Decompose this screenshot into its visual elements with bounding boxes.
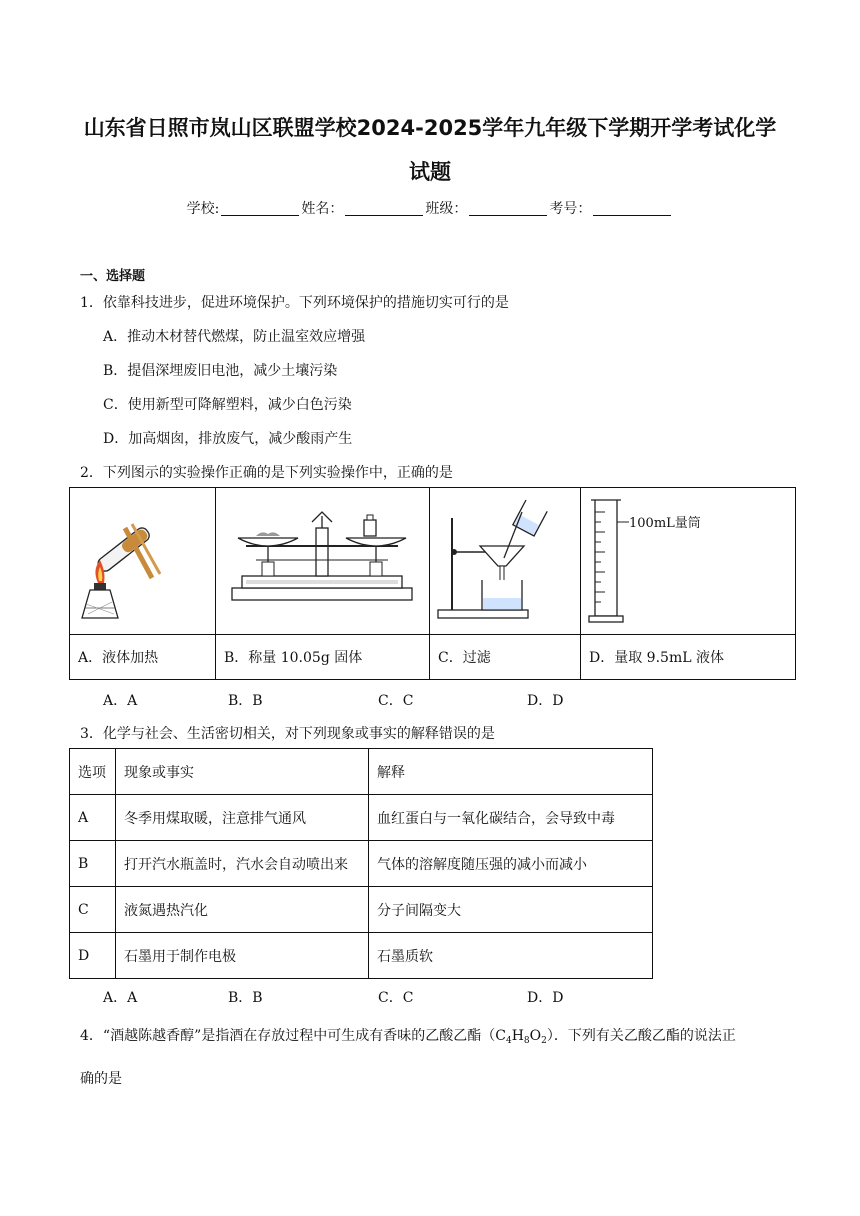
q2-figure-b — [216, 488, 430, 635]
q3-stem: 3．化学与社会、生活密切相关，对下列现象或事实的解释错误的是 — [80, 726, 495, 742]
q2-stem: 2．下列图示的实验操作正确的是下列实验操作中，正确的是 — [80, 465, 453, 481]
formula-c-sub: 4 — [505, 1036, 512, 1046]
q2-choice-a: A．A — [103, 693, 138, 709]
q2-choice-c: C．C — [378, 693, 414, 709]
q4-stem-part1: 4．“酒越陈越香醇”是指酒在存放过程中可生成有香味的乙酸乙酯（ — [80, 1028, 496, 1044]
student-info-line — [0, 198, 860, 218]
table-header-option: 选项 — [70, 749, 116, 795]
table-header-row — [70, 749, 653, 795]
number-label: 考号： — [549, 201, 592, 217]
row-c-phenomenon: 液氮遇热汽化 — [116, 887, 369, 933]
q3-choice-b: B．B — [228, 990, 263, 1006]
table-row — [70, 887, 653, 933]
q4-stem-line2: 确的是 — [80, 1071, 122, 1087]
q4-stem — [80, 1025, 736, 1046]
q2-choice-b: B．B — [228, 693, 263, 709]
q2-choice-d: D．D — [527, 693, 564, 709]
exam-title-line2: 试题 — [409, 160, 451, 184]
row-b-phenomenon: 打开汽水瓶盖时，汽水会自动喷出来 — [116, 841, 369, 887]
graduated-cylinder-illustration — [581, 488, 795, 634]
row-b-explanation: 气体的溶解度随压强的减小而减小 — [369, 841, 653, 887]
row-b-option: B — [70, 841, 116, 887]
q4-formula — [495, 1028, 547, 1044]
q1-option-c: C．使用新型可降解塑料，减少白色污染 — [103, 397, 352, 413]
q2-figure-d — [581, 488, 796, 635]
number-blank[interactable] — [593, 201, 671, 216]
q3-choice-c: C．C — [378, 990, 414, 1006]
q2-cell-b: B．称量 10.05g 固体 — [216, 635, 430, 680]
table-row — [70, 795, 653, 841]
row-c-explanation: 分子间隔变大 — [369, 887, 653, 933]
q1-stem: 1．依靠科技进步，促进环境保护。下列环境保护的措施切实可行的是 — [80, 295, 509, 311]
formula-h-sub: 8 — [523, 1036, 530, 1046]
row-a-explanation: 血红蛋白与一氧化碳结合，会导致中毒 — [369, 795, 653, 841]
section-title: 一、选择题 — [80, 269, 146, 284]
class-blank[interactable] — [469, 201, 547, 216]
cylinder-label: 100mL量筒 — [629, 516, 701, 531]
school-blank[interactable] — [221, 201, 299, 216]
filtration-illustration — [430, 488, 580, 634]
row-c-option: C — [70, 887, 116, 933]
q3-choice-d: D．D — [527, 990, 564, 1006]
table-header-phenomenon: 现象或事实 — [116, 749, 369, 795]
q2-cell-a: A．液体加热 — [70, 635, 216, 680]
row-d-phenomenon: 石墨用于制作电极 — [116, 933, 369, 979]
school-label: 学校: — [186, 201, 220, 217]
table-row — [70, 933, 653, 979]
row-a-option: A — [70, 795, 116, 841]
formula-o: O — [529, 1028, 542, 1044]
formula-h: H — [511, 1028, 524, 1044]
balance-scale-illustration — [216, 488, 429, 634]
q2-cell-c: C．过滤 — [430, 635, 581, 680]
table-row — [70, 841, 653, 887]
q2-figure-a — [70, 488, 216, 635]
liquid-heating-illustration — [70, 488, 215, 634]
q2-figure-table — [69, 487, 796, 680]
row-d-explanation: 石墨质软 — [369, 933, 653, 979]
class-label: 班级： — [425, 201, 468, 217]
q1-option-a: A．推动木材替代燃煤，防止温室效应增强 — [103, 329, 366, 345]
q4-stem-part2: ）．下列有关乙酸乙酯的说法正 — [546, 1028, 736, 1044]
formula-c: C — [495, 1028, 506, 1044]
q1-option-d: D．加高烟囱，排放废气，减少酸雨产生 — [103, 431, 353, 447]
q2-cell-d: D．量取 9.5mL 液体 — [581, 635, 796, 680]
q2-figure-c — [430, 488, 581, 635]
row-a-phenomenon: 冬季用煤取暖，注意排气通风 — [116, 795, 369, 841]
formula-o-sub: 2 — [541, 1036, 547, 1046]
q3-table — [69, 748, 653, 979]
q1-option-b: B．提倡深埋废旧电池，减少土壤污染 — [103, 363, 338, 379]
row-d-option: D — [70, 933, 116, 979]
name-blank[interactable] — [345, 201, 423, 216]
q3-choice-a: A．A — [103, 990, 138, 1006]
name-label: 姓名： — [301, 201, 344, 217]
table-header-explanation: 解释 — [369, 749, 653, 795]
exam-title-line1: 山东省日照市岚山区联盟学校2024-2025学年九年级下学期开学考试化学 — [83, 116, 777, 140]
